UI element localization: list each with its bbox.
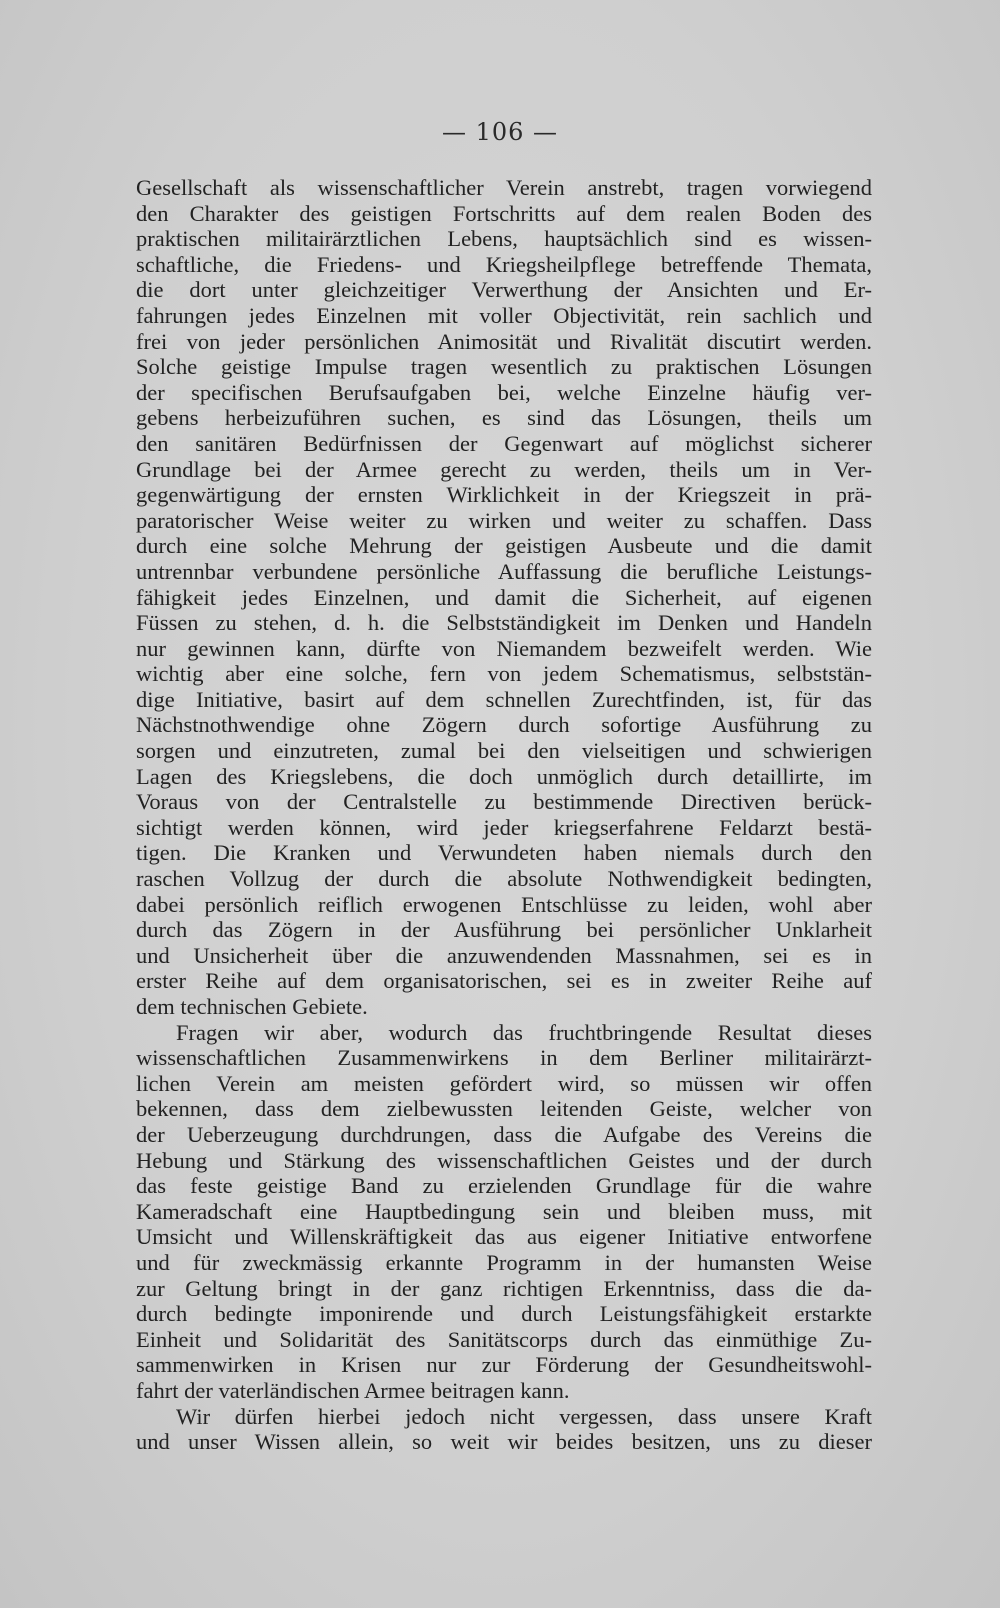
text-line: sorgen und einzutreten, zumal bei den vielseitigen und schwierigen xyxy=(136,738,872,764)
text-line: nur gewinnen kann, dürfte von Niemandem bezweifelt werden. Wie xyxy=(136,635,872,661)
text-line: den Charakter des geistigen Fortschritts auf dem realen Boden des xyxy=(136,200,872,226)
text-line: sichtigt werden können, wird jeder kriegserfahrene Feldarzt bestä- xyxy=(136,814,872,840)
text-line: paratorischer Weise weiter zu wirken und weiter zu schaffen. Dass xyxy=(136,507,872,533)
text-line: Füssen zu stehen, d. h. die Selbstständigkeit im Denken und Handeln xyxy=(136,610,872,636)
text-line: Hebung und Stärkung des wissenschaftlichen Geistes und der durch xyxy=(136,1147,872,1173)
text-line: fahrungen jedes Einzelnen mit voller Objectivität, rein sachlich und xyxy=(136,302,872,328)
text-line: und für zweckmässig erkannte Programm in der humansten Weise xyxy=(136,1249,872,1275)
text-line: das feste geistige Band zu erzielenden Grundlage für die wahre xyxy=(136,1173,872,1199)
text-line: die dort unter gleichzeitiger Verwerthung der Ansichten und Er- xyxy=(136,277,872,303)
text-line: fähigkeit jedes Einzelnen, und damit die Sicherheit, auf eigenen xyxy=(136,584,872,610)
text-line: Gesellschaft als wissenschaftlicher Verein anstrebt, tragen vorwiegend xyxy=(136,175,872,200)
text-line: tigen. Die Kranken und Verwundeten haben niemals durch den xyxy=(136,840,872,866)
text-line: bekennen, dass dem zielbewussten leitenden Geiste, welcher von xyxy=(136,1096,872,1122)
page-number: — 106 — xyxy=(441,118,559,146)
text-line: Einheit und Solidarität des Sanitätscorps durch das einmüthige Zu- xyxy=(136,1326,872,1352)
text-line: fahrt der vaterländischen Armee beitragen kann. xyxy=(136,1377,570,1403)
text-line: untrennbar verbundene persönliche Auffassung die berufliche Leistungs- xyxy=(136,558,872,584)
text-line: durch eine solche Mehrung der geistigen Ausbeute und die damit xyxy=(136,533,872,559)
text-line: raschen Vollzug der durch die absolute Nothwendigkeit bedingten, xyxy=(136,866,872,892)
text-line: lichen Verein am meisten gefördert wird, so müssen wir offen xyxy=(136,1070,872,1096)
text-line: durch bedingte imponirende und durch Leistungsfähigkeit erstarkte xyxy=(136,1301,872,1327)
text-line: der specifischen Berufsaufgaben bei, welche Einzelne häufig ver- xyxy=(136,379,872,405)
text-line: gebens herbeizuführen suchen, es sind das Lösungen, theils um xyxy=(136,405,872,431)
text-line: Voraus von der Centralstelle zu bestimmende Directiven berück- xyxy=(136,789,872,815)
text-line: Solche geistige Impulse tragen wesentlich zu praktischen Lösungen xyxy=(136,354,872,380)
text-line: Kameradschaft eine Hauptbedingung sein und bleiben muss, mit xyxy=(136,1198,872,1224)
text-line: durch das Zögern in der Ausführung bei persönlicher Unklarheit xyxy=(136,917,872,943)
text-line: dem technischen Gebiete. xyxy=(136,994,368,1019)
text-line: dabei persönlich reiflich erwogenen Entschlüsse zu leiden, wohl aber xyxy=(136,891,872,917)
text-line: Umsicht und Willenskräftigkeit das aus eigener Initiative entworfene xyxy=(136,1224,872,1250)
text-line: schaftliche, die Friedens- und Kriegsheilpflege betreffende Themata, xyxy=(136,251,872,277)
text-line: Nächstnothwendige ohne Zögern durch sofortige Ausführung zu xyxy=(136,712,872,738)
text-line: und unser Wissen allein, so weit wir beides besitzen, uns zu dieser xyxy=(136,1429,872,1455)
text-line: dige Initiative, basirt auf dem schnellen Zurechtfinden, ist, für das xyxy=(136,686,872,712)
text-line: wichtig aber eine solche, fern von jedem Schematismus, selbststän- xyxy=(136,661,872,687)
text-line: erster Reihe auf dem organisatorischen, sei es in zweiter Reihe auf xyxy=(136,968,872,994)
text-line: der Ueberzeugung durchdrungen, dass die Aufgabe des Vereins die xyxy=(136,1121,872,1147)
text-line: Wir dürfen hierbei jedoch nicht vergessen, dass unsere Kraft xyxy=(176,1403,872,1429)
text-line: und Unsicherheit über die anzuwendenden Massnahmen, sei es in xyxy=(136,942,872,968)
text-line: Fragen wir aber, wodurch das fruchtbringende Resultat dieses xyxy=(176,1019,872,1045)
text-line: gegenwärtigung der ernsten Wirklichkeit in der Kriegszeit in prä- xyxy=(136,482,872,508)
body-text xyxy=(136,175,872,1455)
text-line: Lagen des Kriegslebens, die doch unmöglich durch detaillirte, im xyxy=(136,763,872,789)
text-line: den sanitären Bedürfnissen der Gegenwart auf möglichst sicherer xyxy=(136,430,872,456)
text-line: sammenwirken in Krisen nur zur Förderung der Gesundheitswohl- xyxy=(136,1352,872,1378)
text-line: praktischen militairärztlichen Lebens, hauptsächlich sind es wissen- xyxy=(136,226,872,252)
text-line: Grundlage bei der Armee gerecht zu werden, theils um in Ver- xyxy=(136,456,872,482)
text-line: zur Geltung bringt in der ganz richtigen Erkenntniss, dass die da- xyxy=(136,1275,872,1301)
text-line: wissenschaftlichen Zusammenwirkens in dem Berliner militairärzt- xyxy=(136,1045,872,1071)
text-line: frei von jeder persönlichen Animosität und Rivalität discutirt werden. xyxy=(136,328,872,354)
